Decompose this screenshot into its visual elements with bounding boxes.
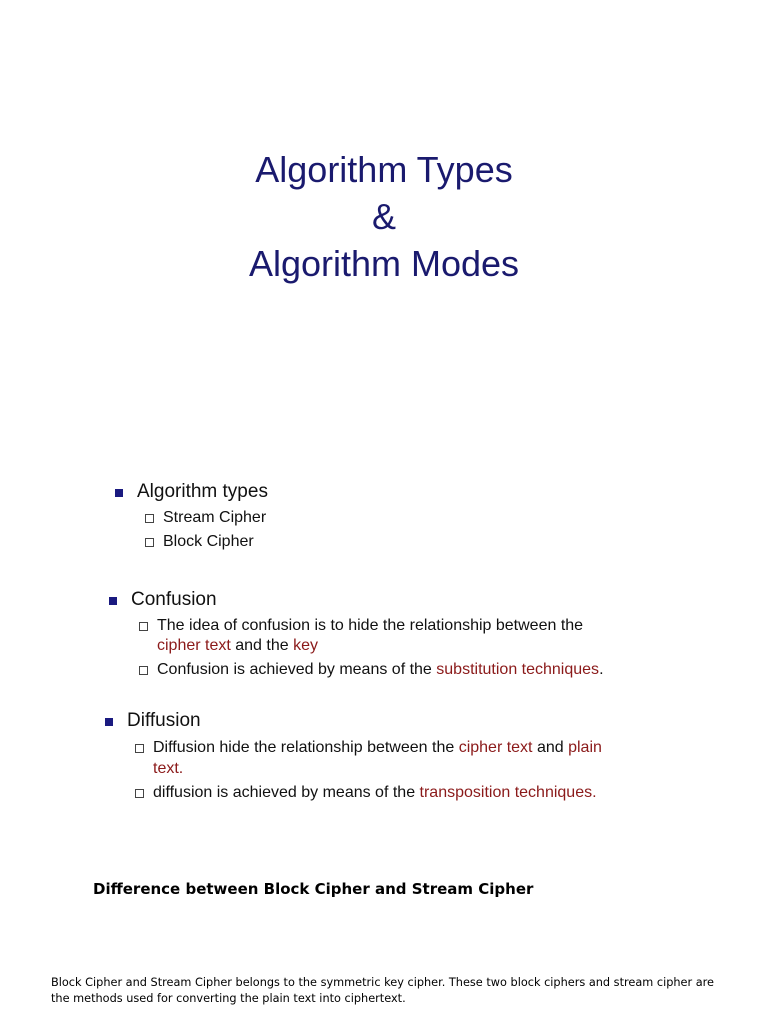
slide-title-line-1: Algorithm Types	[255, 149, 513, 190]
heading-algorithm-types: Algorithm types	[137, 481, 268, 502]
confusion-item-1-line-2	[157, 637, 318, 655]
heading-diffusion: Diffusion	[127, 710, 201, 731]
slide-title-line-3: Algorithm Modes	[248, 243, 520, 284]
list-item-stream-cipher: Stream Cipher	[163, 509, 267, 526]
diffusion-item-1-line-1	[153, 739, 602, 757]
checkbox-bullet-icon	[145, 514, 154, 523]
list-item-block-cipher: Block Cipher	[163, 533, 254, 550]
document-paragraph: Block Cipher and Stream Cipher belongs to the symmetric key cipher. These two block ciphers and stream cipher are the methods used for converting the plain text into ciphertext.	[51, 976, 714, 1005]
checkbox-bullet-icon	[135, 744, 144, 753]
diffusion-item-1-text: Diffusion hide the relationship between the	[153, 739, 459, 756]
diffusion-item-1-line-2	[153, 760, 183, 778]
bullet-square-icon	[115, 489, 123, 497]
text-and: and	[532, 739, 569, 756]
highlight-transposition-techniques: transposition techniques.	[419, 784, 597, 801]
document-heading: Difference between Block Cipher and Stream Cipher	[93, 880, 534, 898]
confusion-item-1-line-1: The idea of confusion is to hide the relationship between the	[157, 617, 584, 634]
highlight-plain: plain	[568, 739, 602, 756]
highlight-cipher-text: cipher text	[458, 739, 533, 756]
highlight-cipher-text: cipher text	[157, 637, 231, 654]
highlight-substitution-techniques: substitution techniques	[436, 661, 600, 678]
highlight-text: text.	[153, 760, 184, 777]
text-and-the: and the	[230, 637, 294, 654]
confusion-item-2-period: .	[599, 661, 604, 678]
diffusion-item-2	[153, 784, 597, 802]
slide-title	[0, 146, 768, 287]
checkbox-bullet-icon	[139, 666, 148, 675]
bullet-square-icon	[109, 597, 117, 605]
bullet-square-icon	[105, 718, 113, 726]
heading-confusion: Confusion	[131, 589, 217, 610]
slide-title-line-2: &	[371, 196, 396, 237]
checkbox-bullet-icon	[145, 538, 154, 547]
checkbox-bullet-icon	[139, 622, 148, 631]
confusion-item-2	[157, 661, 604, 679]
highlight-key: key	[293, 637, 318, 654]
diffusion-item-2-text: diffusion is achieved by means of the	[153, 784, 420, 801]
confusion-item-2-text: Confusion is achieved by means of the	[157, 661, 437, 678]
checkbox-bullet-icon	[135, 789, 144, 798]
